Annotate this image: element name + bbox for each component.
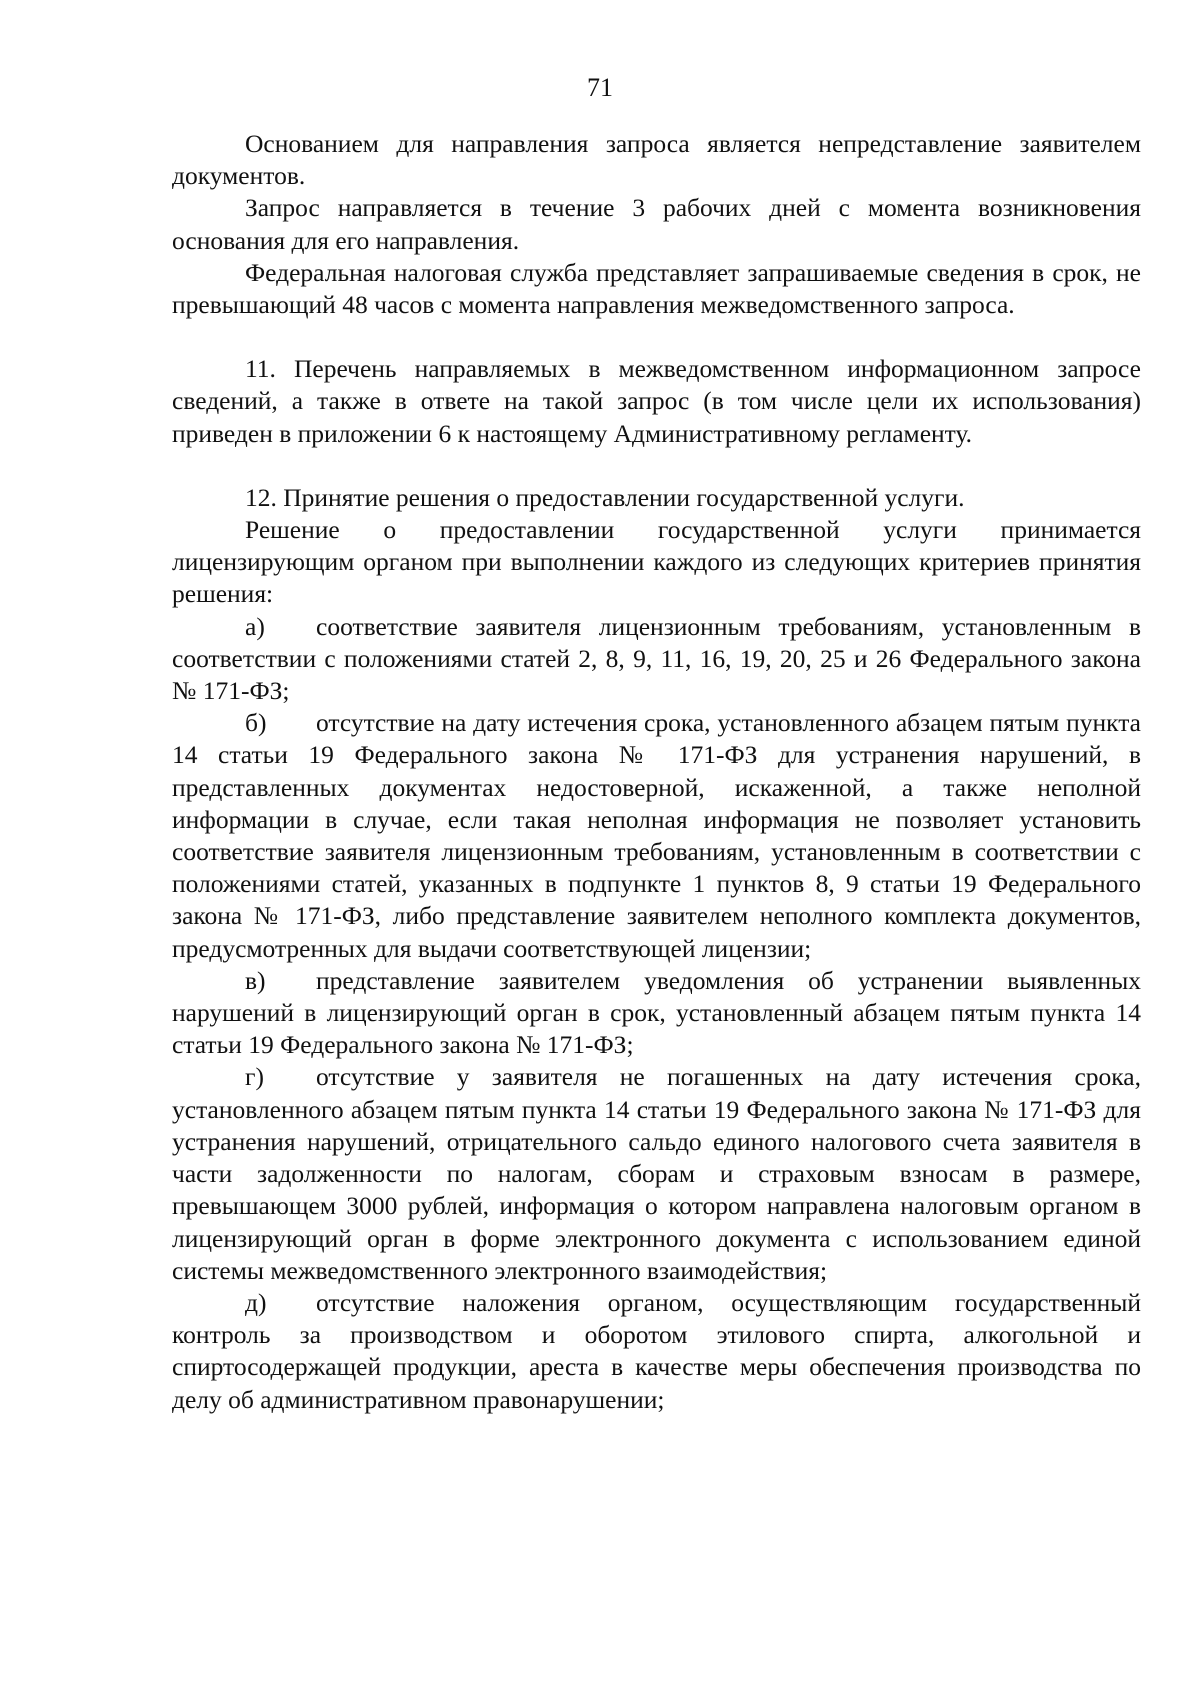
list-item: [172, 707, 1141, 965]
list-item-marker: б): [245, 708, 267, 738]
list-item-text: соответствие заявителя лицензионным требованиям, установленным в соответствии с положениями статей 2, 8, 9, 11, 16, 19, 20, 25 и 26 Федерального закона № 171-ФЗ;: [172, 611, 1141, 706]
paragraph-decision-criteria: Решение о предоставлении государственной услуги принимается лицензирующим органом при выполнении каждого из следующих критериев принятия решения:: [172, 515, 1141, 609]
list-item-marker: а): [245, 611, 265, 641]
list-item-marker: в): [245, 965, 266, 995]
list-item: [172, 965, 1141, 1062]
list-item-text: отсутствие наложения органом, осуществляющим государственный контроль за производством и оборотом этилового спирта, алкогольной и спиртосодержащей продукции, ареста в качестве меры обеспечения производства по делу об административном правонарушении;: [172, 1287, 1141, 1414]
list-item-text: отсутствие на дату истечения срока, установленного абзацем пятым пункта 14 статьи 19 Федерального закона № 171-ФЗ для устранения нарушений, в представленных документах недостоверной, искаженной, а также неполной информации в случае, если такая неполная информация не позволяет установить соответствие заявителя лицензионным требованиям, установленным в соответствии с положениями статей, указанных в подпункте 1 пунктов 8, 9 статьи 19 Федерального закона № 171-ФЗ, либо представление заявителем неполного комплекта документов, предусмотренных для выдачи соответствующей лицензии;: [172, 708, 1141, 963]
document-body: [172, 128, 1141, 1416]
paragraph-section-11: 11. Перечень направляемых в межведомственном информационном запросе сведений, а также в ответе на такой запрос (в том числе цели их использования) приведен в приложении 6 к настоящему Административному регламенту.: [172, 354, 1141, 448]
paragraph-basis: Основанием для направления запроса является непредставление заявителем документов.: [172, 129, 1141, 191]
paragraph-request-deadline: Запрос направляется в течение 3 рабочих дней с момента возникновения основания для его направления.: [172, 193, 1141, 255]
list-item: [172, 1061, 1141, 1286]
list-item-text: отсутствие у заявителя не погашенных на дату истечения срока, установленного абзацем пятым пункта 14 статьи 19 Федерального закона № 171-ФЗ для устранения нарушений, отрицательного сальдо единого налогового счета заявителя в части задолженности по налогам, сборам и страховым взносам в размере, превышающем 3000 рублей, информация о котором направлена налоговым органом в лицензирующий орган в форме электронного документа с использованием единой системы межведомственного электронного взаимодействия;: [172, 1062, 1141, 1285]
list-item: [172, 1287, 1141, 1416]
list-item-text: представление заявителем уведомления об устранении выявленных нарушений в лицензирующий орган в срок, установленный абзацем пятым пункта 14 статьи 19 Федерального закона № 171-ФЗ;: [172, 965, 1141, 1060]
list-item: [172, 611, 1141, 708]
paragraph-tax-service: Федеральная налоговая служба представляет запрашиваемые сведения в срок, не превышающий 48 часов с момента направления межведомственного запроса.: [172, 257, 1141, 320]
page-number: 71: [587, 73, 613, 102]
list-item-marker: д): [245, 1287, 267, 1317]
paragraph-section-12-heading: 12. Принятие решения о предоставлении государственной услуги.: [245, 482, 965, 512]
list-item-marker: г): [245, 1062, 264, 1092]
